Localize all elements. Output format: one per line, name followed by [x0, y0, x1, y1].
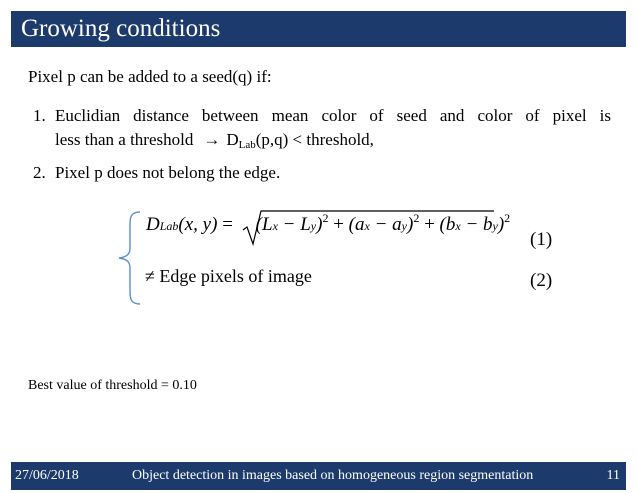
formula-term1-minus: − L: [277, 214, 311, 235]
list-item-body: [55, 104, 611, 152]
list-number: 2.: [33, 163, 46, 182]
formula-term3-sub2: y: [492, 219, 498, 233]
formula-power: 2: [413, 211, 420, 225]
list-item-line: Pixel p does not belong the edge.: [55, 163, 281, 182]
equation-number-1: (1): [530, 229, 553, 250]
formula-term2-sub2: y: [401, 219, 407, 233]
distance-symbol: D: [226, 130, 239, 149]
formula-power: 2: [322, 211, 329, 225]
formula-term2-close: ): [406, 214, 414, 235]
formula-plus: +: [419, 214, 440, 235]
formula-term1-sub2: y: [310, 219, 317, 233]
best-threshold-note: Best value of threshold = 0.10: [28, 378, 197, 393]
brace-icon: [116, 210, 144, 306]
list-item-text: less than a threshold: [55, 130, 194, 149]
footer-title: Object detection in images based on homogeneous region segmentation: [132, 468, 534, 483]
edge-condition: ≠ Edge pixels of image: [145, 266, 312, 286]
title-bar: [11, 11, 626, 47]
formula-term3-sub1: x: [455, 219, 461, 233]
list-number: 1.: [33, 106, 46, 125]
formula-term1-open: (L: [255, 214, 273, 235]
equation-number-2: (2): [530, 270, 553, 291]
formula-power: 2: [504, 211, 511, 225]
list-item-body: [55, 161, 611, 185]
formula-lhs-sub: Lab: [159, 219, 179, 233]
formula-term2-open: (a: [348, 214, 365, 235]
distance-formula: [146, 211, 511, 236]
formula-term1-close: ): [316, 214, 323, 235]
list-item: [33, 161, 611, 185]
list-item: [33, 104, 611, 152]
list-item-line: [55, 128, 611, 152]
distance-condition: (p,q) < threshold,: [255, 130, 374, 149]
formula-term1-sub1: x: [272, 219, 278, 233]
list-item-line: Euclidian distance between mean color of seed and color of pixel is: [55, 106, 611, 125]
formula-equals: =: [222, 214, 233, 235]
formula-term2-minus: − a: [369, 214, 402, 235]
footer-bar: [11, 462, 626, 490]
intro-text: Pixel p can be added to a seed(q) if:: [28, 67, 272, 86]
formula-term3-close: ): [497, 214, 505, 235]
formula-lhs-args: (x, y): [178, 214, 218, 235]
arrow-icon: →: [203, 130, 221, 149]
formula-term3-open: (b: [439, 214, 456, 235]
footer-page-number: 11: [606, 468, 620, 483]
formula-term3-minus: − b: [460, 214, 493, 235]
formula-plus: +: [328, 214, 349, 235]
formula-term2-sub1: x: [364, 219, 370, 233]
footer-date: 27/06/2018: [15, 468, 79, 483]
slide-title: Growing conditions: [21, 15, 221, 42]
distance-subscript: Lab: [238, 139, 256, 151]
formula-lhs-d: D: [146, 214, 160, 235]
